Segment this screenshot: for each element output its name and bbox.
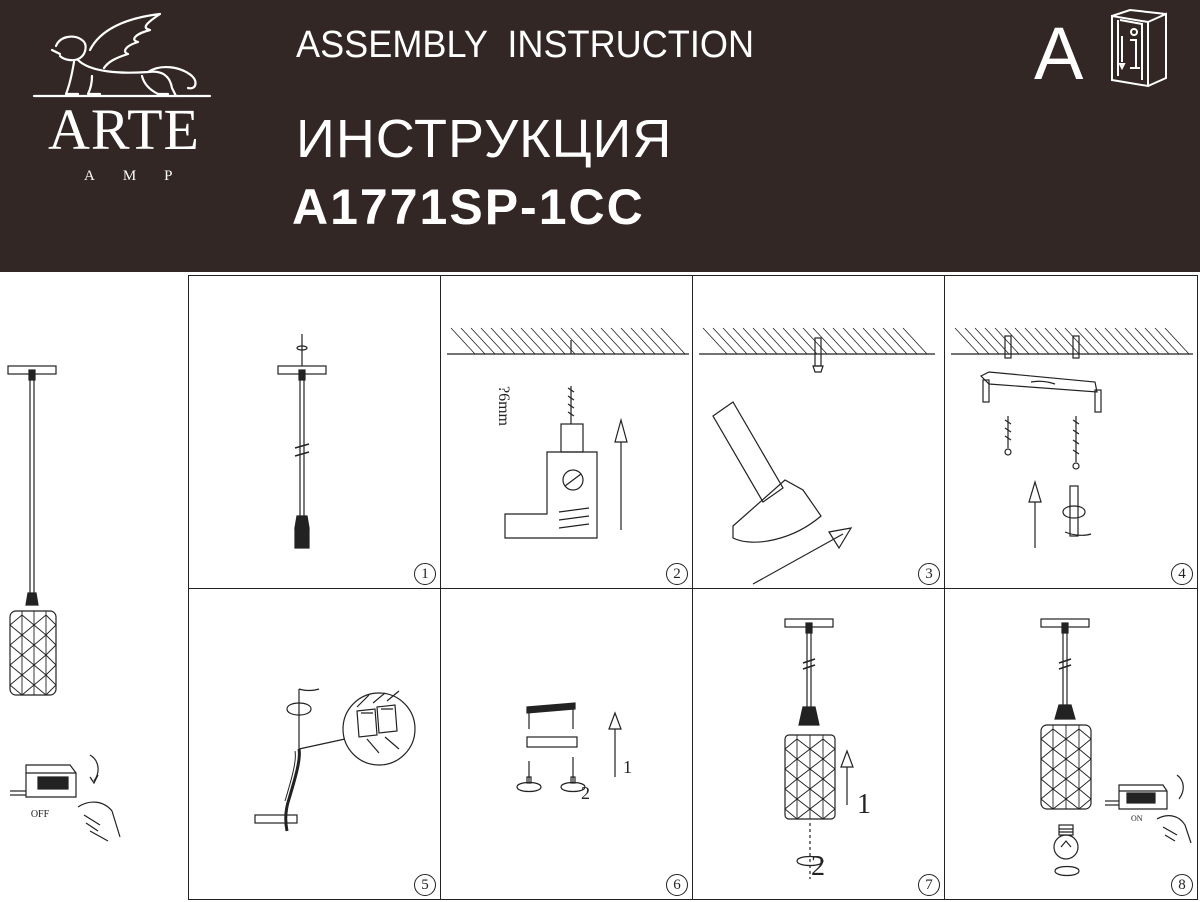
step-6-number: 6	[666, 874, 688, 896]
step-1-diagram	[189, 276, 442, 590]
step-7-panel	[692, 588, 945, 900]
model-number: A1771SP-1CC	[292, 179, 645, 235]
manual-info-icon	[1108, 6, 1170, 88]
step-2-number: 2	[666, 563, 688, 585]
step-6-diagram	[441, 589, 694, 901]
brand-name: ARTE	[48, 97, 200, 162]
instruction-steps-grid	[188, 275, 1198, 900]
step-4-diagram	[945, 276, 1199, 590]
language-code: A	[1034, 12, 1084, 95]
step-8-number: 8	[1171, 874, 1193, 896]
header-banner	[0, 0, 1200, 272]
step-7-label-a: 1	[857, 789, 871, 820]
title-russian: ИНСТРУКЦИЯ	[296, 109, 673, 169]
switch-on-label: ON	[1131, 814, 1143, 823]
step-7-diagram	[693, 589, 946, 901]
drill-size-label: ?6mm	[495, 386, 512, 426]
step-2-panel	[440, 275, 693, 589]
step-3-panel	[692, 275, 945, 589]
step-1-panel	[188, 275, 441, 589]
step-6-label-b: 2	[581, 783, 590, 803]
step-5-number: 5	[414, 874, 436, 896]
step-2-diagram	[441, 276, 694, 590]
step-5-diagram	[189, 589, 442, 901]
step-3-diagram	[693, 276, 946, 590]
brand-subtitle: AMP	[84, 168, 201, 184]
step-5-panel	[188, 588, 441, 900]
step-3-number: 3	[918, 563, 940, 585]
product-overview	[0, 275, 188, 900]
step-1-number: 1	[414, 563, 436, 585]
step-4-number: 4	[1171, 563, 1193, 585]
title-english: ASSEMBLY INSTRUCTION	[296, 24, 755, 66]
step-8-diagram	[945, 589, 1199, 901]
switch-state-label: OFF	[30, 809, 50, 820]
step-6-label-a: 1	[623, 757, 632, 777]
step-7-number: 7	[918, 874, 940, 896]
step-7-label-b: 2	[811, 851, 825, 882]
step-6-panel	[440, 588, 693, 900]
step-4-panel	[944, 275, 1198, 589]
step-8-panel	[944, 588, 1198, 900]
